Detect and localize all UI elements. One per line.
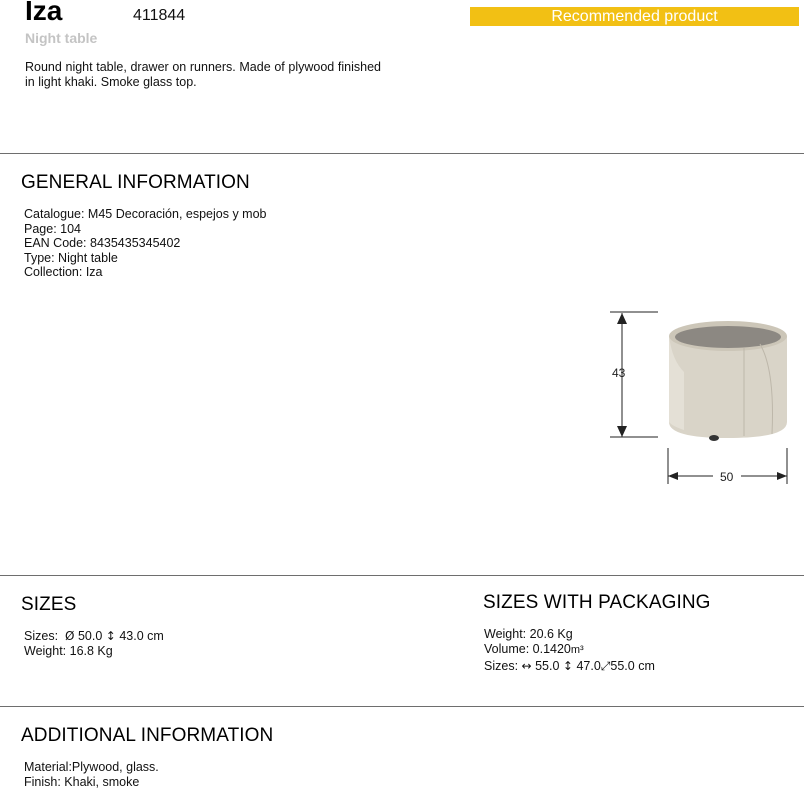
type-line: Type: Night table bbox=[24, 250, 118, 265]
width-arrow-left bbox=[668, 472, 678, 480]
sizes-heading: SIZES bbox=[21, 594, 77, 615]
height-label: 43 bbox=[612, 366, 626, 380]
general-info bbox=[24, 207, 267, 280]
recommended-badge: Recommended product bbox=[470, 7, 799, 26]
volume-unit: m³ bbox=[570, 643, 584, 656]
divider bbox=[0, 706, 804, 707]
general-heading: GENERAL INFORMATION bbox=[21, 172, 250, 193]
ean-line: EAN Code: 8435435345402 bbox=[24, 236, 181, 250]
height-value: 43.0 cm bbox=[119, 629, 164, 643]
depth-icon: ⤢ bbox=[600, 659, 611, 673]
height-arrow-top bbox=[617, 313, 627, 324]
width-icon: ↔ bbox=[521, 659, 532, 673]
product-subtitle: Night table bbox=[25, 30, 98, 46]
material-line: Material:Plywood, glass. bbox=[24, 760, 159, 774]
diameter-value: 50.0 bbox=[77, 629, 103, 643]
catalogue-line: Catalogue: M45 Decoración, espejos y mob bbox=[24, 207, 267, 221]
table-illustration bbox=[669, 321, 787, 441]
divider bbox=[0, 575, 804, 576]
volume-value: Volume: 0.1420 bbox=[484, 641, 571, 656]
width-arrow-right bbox=[777, 472, 787, 480]
height-icon: ↕ bbox=[105, 629, 116, 643]
additional-heading: ADDITIONAL INFORMATION bbox=[21, 725, 274, 746]
packaging-sizes-prefix: Sizes: bbox=[484, 659, 519, 673]
packaging-volume-line bbox=[484, 642, 655, 658]
product-code: 411844 bbox=[133, 7, 186, 24]
sizes-prefix: Sizes: bbox=[24, 629, 59, 643]
product-name: Iza bbox=[25, 0, 63, 26]
collection-line: Collection: Iza bbox=[24, 265, 103, 279]
weight-line: Weight: 16.8 Kg bbox=[24, 643, 113, 658]
sizes-line bbox=[24, 629, 164, 644]
packaging-info bbox=[484, 627, 655, 674]
packaging-depth-value: 55.0 cm bbox=[610, 659, 655, 673]
product-drawing bbox=[600, 300, 800, 500]
width-label: 50 bbox=[720, 470, 734, 484]
packaging-weight-line: Weight: 20.6 Kg bbox=[484, 627, 573, 641]
finish-line: Finish: Khaki, smoke bbox=[24, 774, 140, 789]
packaging-height-value: 47.0 bbox=[576, 659, 601, 673]
diameter-icon: Ø bbox=[65, 629, 75, 643]
height-arrow-bottom bbox=[617, 426, 627, 437]
packaging-sizes-line bbox=[484, 659, 655, 674]
sizes-info bbox=[24, 629, 164, 658]
packaging-width-value: 55.0 bbox=[535, 659, 560, 673]
packaging-heading: SIZES WITH PACKAGING bbox=[483, 592, 711, 613]
divider bbox=[0, 153, 804, 154]
height-icon: ↕ bbox=[562, 659, 573, 673]
page-line: Page: 104 bbox=[24, 221, 81, 236]
product-description: Round night table, drawer on runners. Made of plywood finished in light khaki. Smoke glass top. bbox=[25, 60, 381, 89]
additional-info bbox=[24, 760, 159, 789]
